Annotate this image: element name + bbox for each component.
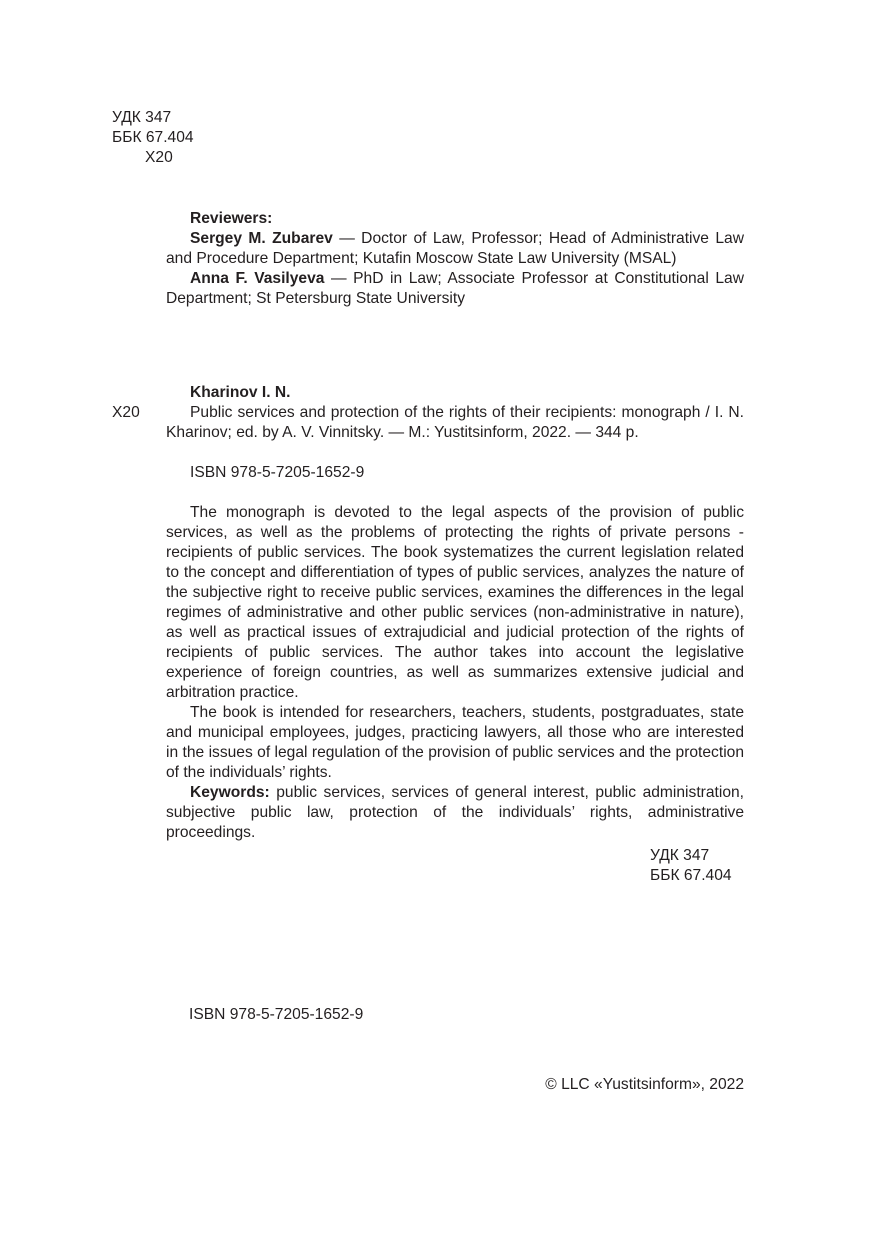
udk-code: УДК 347 [112, 109, 172, 126]
reviewer-entry [166, 269, 744, 309]
isbn-bottom: ISBN 978-5-7205-1652-9 [189, 1006, 364, 1023]
isbn: ISBN 978-5-7205-1652-9 [190, 464, 365, 481]
classification-codes-top [112, 108, 194, 168]
copyright-notice: © LLC «Yustitsinform», 2022 [545, 1076, 744, 1093]
author-name: Kharinov I. N. [190, 384, 291, 401]
reviewer-details: — Doctor of Law, Professor; Head of Administrative Law and Procedure Department; Kutafin Moscow State Law University (MSAL) [166, 230, 744, 267]
keywords-paragraph [166, 783, 744, 843]
bibliographic-record [166, 383, 744, 443]
reviewers-section [166, 209, 744, 309]
bbk-code: ББК 67.404 [112, 129, 194, 146]
annotation-paragraph: The monograph is devoted to the legal aspects of the provision of public services, as well as the problems of protecting the rights of private persons - recipients of public services. The book systematizes the current legislation related to the concept and differentiation of types of public services, analyzes the nature of the subjective right to receive public services, examines the differences in the legal regimes of administrative and other public services (non-administrative in nature), as well as practical issues of extrajudicial and judicial protection of the rights of recipients of public services. The author takes into account the legislative experience of foreign countries, as well as summarizes extensive judicial and arbitration practice. [166, 504, 744, 701]
reviewer-details: — PhD in Law; Associate Professor at Constitutional Law Department; St Petersburg State University [166, 270, 744, 307]
reviewer-name: Anna F. Vasilyeva [190, 270, 325, 287]
bbk-code: ББК 67.404 [650, 867, 732, 884]
keywords-text: public services, services of general interest, public administration, subjective public law, protection of the individuals’ rights, administrative proceedings. [166, 784, 744, 841]
side-author-mark: Х20 [112, 404, 140, 421]
reviewers-heading: Reviewers: [190, 210, 273, 227]
reviewer-entry [166, 229, 744, 269]
reviewer-name: Sergey M. Zubarev [190, 230, 333, 247]
udk-code: УДК 347 [650, 847, 710, 864]
annotation [166, 503, 744, 783]
citation: Public services and protection of the rights of their recipients: monograph / I. N. Kharinov; ed. by A. V. Vinnitsky. — M.: Yustitsinform, 2022. — 344 p. [166, 404, 744, 441]
keywords-section [166, 783, 744, 843]
keywords-label: Keywords: [190, 784, 270, 801]
classification-codes-bottom [650, 846, 732, 886]
annotation-paragraph: The book is intended for researchers, teachers, students, postgraduates, state and municipal employees, judges, practicing lawyers, all those who are interested in the issues of legal regulation of the provision of public services and the protection of the individuals’ rights. [166, 704, 744, 781]
author-mark: Х20 [145, 149, 173, 166]
